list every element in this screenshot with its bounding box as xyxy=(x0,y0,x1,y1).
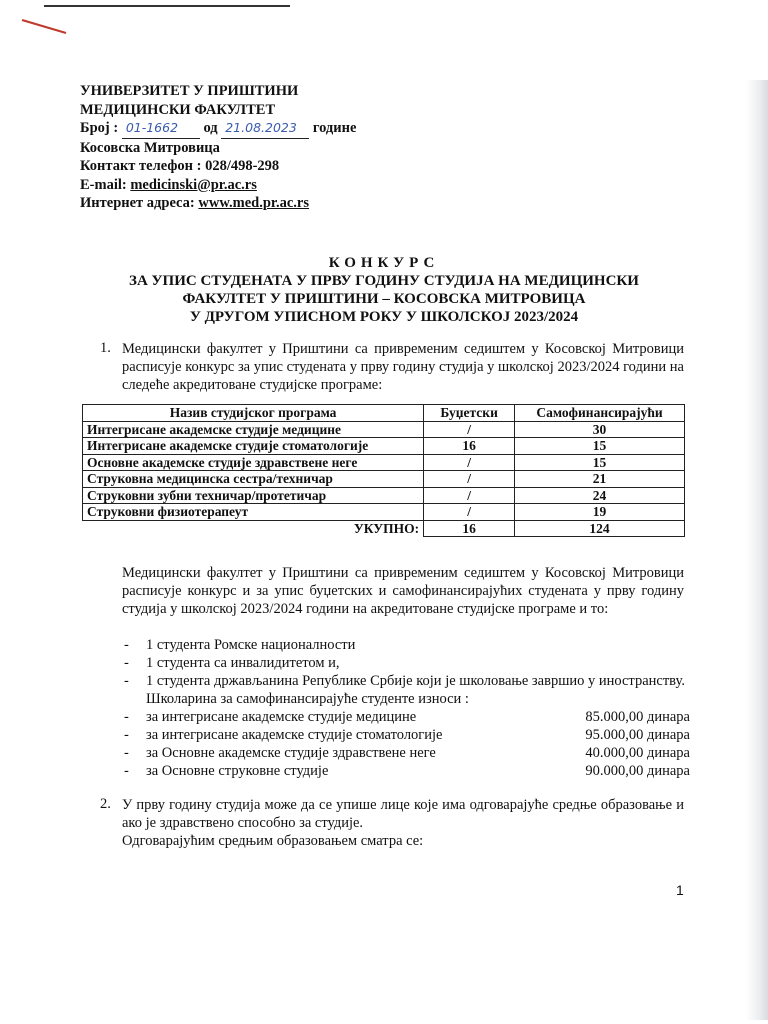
university-name: УНИВЕРЗИТЕТ У ПРИШТИНИ xyxy=(80,83,299,99)
self-financed-count: 15 xyxy=(515,454,685,471)
phone-label: Контакт телефон : xyxy=(80,158,202,174)
program-name: Струковни зубни техничар/протетичар xyxy=(83,487,424,504)
budget-count: / xyxy=(424,487,515,504)
self-financed-count: 15 xyxy=(515,438,685,455)
handwritten-date: 21.08.2023 xyxy=(221,119,309,139)
fee-row xyxy=(124,744,690,762)
table-total-row xyxy=(83,520,685,537)
program-name: Струковни физиотерапеут xyxy=(83,504,424,521)
email-row xyxy=(80,176,356,195)
program-name: Основне академске студије здравствене неге xyxy=(83,454,424,471)
header-program-name: Назив студијског програма xyxy=(83,405,424,422)
section-2-paragraph: У прву годину студија може да се упише лице које има одговарајуће средње образовање и ако је здравствено способно за студије. xyxy=(122,797,684,831)
self-financed-count: 30 xyxy=(515,421,685,438)
fees-intro-text: Школарина за самофинансирајуће студенте износи : xyxy=(146,691,469,707)
table-row xyxy=(83,487,685,504)
fees-intro xyxy=(124,690,686,708)
number-label: Број : xyxy=(80,120,119,136)
total-self-financed: 124 xyxy=(515,520,685,537)
title-line-3: ФАКУЛТЕТ У ПРИШТИНИ – КОСОВСКА МИТРОВИЦА xyxy=(182,291,586,307)
list-item xyxy=(124,636,686,654)
letterhead xyxy=(80,82,356,213)
email-link[interactable]: medicinski@pr.ac.rs xyxy=(130,176,257,193)
dash-marker: - xyxy=(124,655,129,671)
list-item-text: 1 студента са инвалидитетом и, xyxy=(146,655,340,671)
budget-count: 16 xyxy=(424,438,515,455)
self-financed-count: 19 xyxy=(515,504,685,521)
fee-label: за Основне струковне студије xyxy=(146,763,329,779)
email-label: E-mail: xyxy=(80,176,127,193)
title-line-4: У ДРУГОМ УПИСНОМ РОКУ У ШКОЛСКОЈ 2023/2024 xyxy=(189,309,579,325)
title-line-1: КОНКУРС xyxy=(328,255,440,271)
faculty-name: МЕДИЦИНСКИ ФАКУЛТЕТ xyxy=(80,101,276,118)
program-name: Интегрисане академске студије медицине xyxy=(83,421,424,438)
self-financed-count: 24 xyxy=(515,487,685,504)
table-row xyxy=(83,504,685,521)
fee-label: за интегрисане академске студије стоматологије xyxy=(146,727,443,743)
date-suffix: године xyxy=(312,120,357,136)
budget-count: / xyxy=(424,421,515,438)
section-2-text xyxy=(122,796,684,850)
section-1-number: 1. xyxy=(100,340,111,356)
dash-marker: - xyxy=(124,637,129,653)
fee-amount: 85.000,00 динара xyxy=(585,709,690,725)
fee-amount: 90.000,00 динара xyxy=(585,763,690,779)
phone-row xyxy=(80,157,356,176)
table-row xyxy=(83,438,685,455)
total-budget: 16 xyxy=(424,520,515,537)
fee-amount: 40.000,00 динара xyxy=(585,745,690,761)
phone-value: 028/498-298 xyxy=(205,158,280,174)
budget-count: / xyxy=(424,471,515,488)
web-row xyxy=(80,194,356,213)
program-name: Интегрисане академске студије стоматологије xyxy=(83,438,424,455)
fee-row xyxy=(124,708,690,726)
table-header-row xyxy=(83,405,685,422)
header-self-financed: Самофинансирајући xyxy=(515,405,685,422)
section-1-text: Медицински факултет у Приштини са привременим седиштем у Косовској Митровици расписује конкурс за упис студената у прву годину студија у школској 2023/2024 години на следеће акредитоване студијске програме: xyxy=(122,341,684,393)
dash-marker: - xyxy=(124,745,129,761)
programs-table xyxy=(82,404,685,537)
total-label: УКУПНО: xyxy=(83,520,424,537)
fee-row xyxy=(124,762,690,780)
list-item-text: 1 студента држављанина Републике Србије који је школовање завршио у иностранству. xyxy=(146,673,685,689)
section-2-paragraph-2: Одговарајућим средњим образовањем сматра се: xyxy=(122,833,424,849)
table-row xyxy=(83,454,685,471)
dash-marker: - xyxy=(124,709,129,725)
budget-count: / xyxy=(424,504,515,521)
list-item xyxy=(124,672,686,690)
header-budget: Буџетски xyxy=(424,405,515,422)
web-label: Интернет адреса: xyxy=(80,195,195,211)
self-financed-count: 21 xyxy=(515,471,685,488)
scan-edge-shadow xyxy=(746,80,768,1020)
web-link[interactable]: www.med.pr.ac.rs xyxy=(198,195,310,211)
pen-stroke-mark xyxy=(20,18,70,36)
city: Косовска Митровица xyxy=(80,139,220,156)
document-number-row xyxy=(80,119,356,139)
budget-count: / xyxy=(424,454,515,471)
scan-top-line xyxy=(44,5,290,7)
fee-row xyxy=(124,726,690,744)
document-title xyxy=(0,254,768,326)
section-2-number: 2. xyxy=(100,796,111,812)
dash-marker: - xyxy=(124,763,129,779)
date-prefix: од xyxy=(203,120,218,136)
list-item-text: 1 студента Ромске националности xyxy=(146,637,356,653)
quota-list xyxy=(124,636,690,780)
dash-marker: - xyxy=(124,673,129,689)
section-1b-text: Медицински факултет у Приштини са привременим седиштем у Косовској Митровици расписује конкурс и за упис буџетских и самофинансирајућих студената у прву годину студија у школској 2023/2024 години на акредитоване студијске програме и то: xyxy=(122,565,684,617)
list-item xyxy=(124,654,686,672)
table-row xyxy=(83,471,685,488)
fee-label: за интегрисане академске студије медицине xyxy=(146,709,417,725)
fee-amount: 95.000,00 динара xyxy=(585,727,690,743)
page-number: 1 xyxy=(676,882,684,898)
title-line-2: ЗА УПИС СТУДЕНАТА У ПРВУ ГОДИНУ СТУДИЈА НА МЕДИЦИНСКИ xyxy=(129,273,639,289)
handwritten-number: 01-1662 xyxy=(122,119,200,139)
table-row xyxy=(83,421,685,438)
dash-marker: - xyxy=(124,727,129,743)
program-name: Струковна медицинска сестра/техничар xyxy=(83,471,424,488)
fee-label: за Основне академске студије здравствене неге xyxy=(146,745,436,761)
